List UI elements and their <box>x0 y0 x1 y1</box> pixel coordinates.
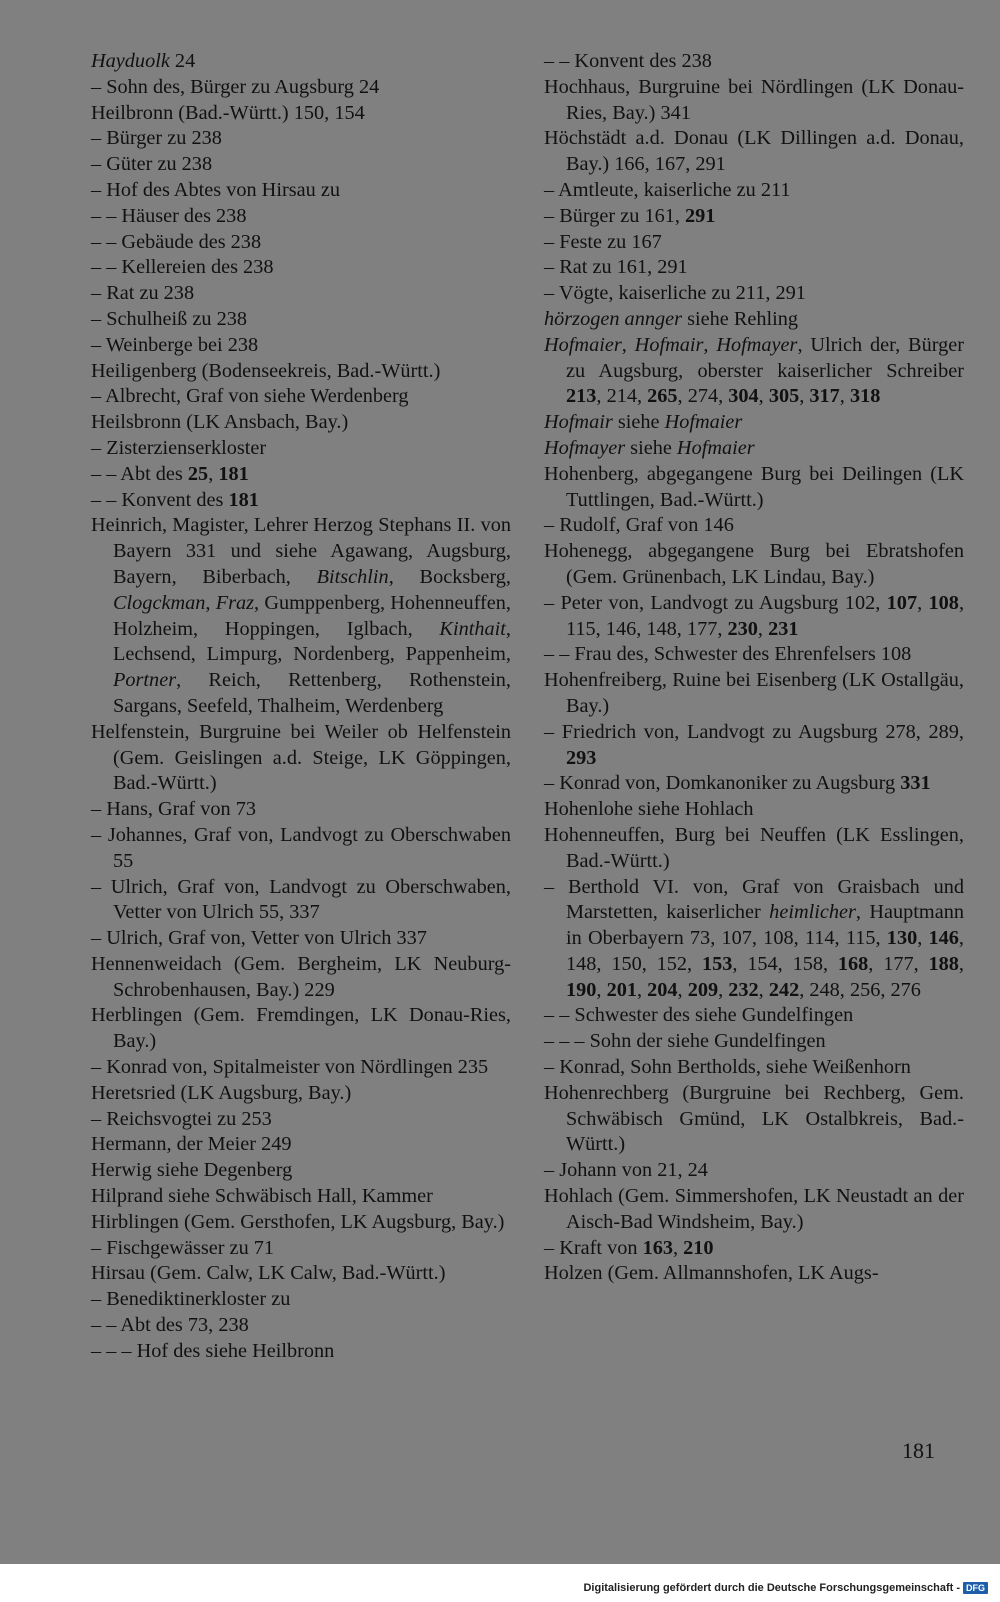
entry-text: , Reich, Rettenberg, Rothenstein, Sargans, Seefeld, Thalheim, Werdenberg <box>113 669 511 717</box>
entry-text: – Amtleute, kaiserliche zu 211 <box>544 178 791 201</box>
index-entry <box>544 307 964 333</box>
entry-text: Hohenlohe siehe Hohlach <box>544 798 754 821</box>
index-entry <box>91 1158 511 1184</box>
entry-text: Herwig siehe Degenberg <box>91 1159 293 1182</box>
entry-text: – Rat zu 161, 291 <box>544 256 688 279</box>
entry-text: , <box>839 385 850 408</box>
entry-text: 24 <box>169 50 196 72</box>
entry-text: – Feste zu 167 <box>544 230 662 253</box>
entry-text: Portner <box>113 669 177 692</box>
index-entry <box>91 1287 511 1313</box>
entry-text: – – Konvent des 238 <box>544 50 712 72</box>
entry-text: Heiligenberg (Bodenseekreis, Bad.-Württ.) <box>91 359 441 382</box>
entry-text: , <box>205 591 216 614</box>
entry-text: – – Abt des <box>91 462 188 485</box>
entry-text: – Hof des Abtes von Hirsau zu <box>91 178 340 201</box>
entry-text: 317 <box>809 385 840 408</box>
index-column-left <box>91 49 511 1365</box>
entry-text: 242 <box>768 978 800 1001</box>
entry-text: – Hans, Graf von 73 <box>91 798 257 821</box>
index-entry <box>544 668 964 720</box>
entry-text: Hohlach (Gem. Simmershofen, LK Neustadt an der Aisch-Bad Windsheim, Bay.) <box>544 1185 964 1233</box>
index-entry <box>91 75 511 101</box>
index-entry <box>91 1003 511 1055</box>
entry-text: – Güter zu 238 <box>91 153 213 176</box>
entry-text: Hohenegg, abgegangene Burg bei Ebratshofen (Gem. Grünenbach, LK Lindau, Bay.) <box>544 540 964 588</box>
entry-text: – Konrad, Sohn Bertholds, siehe Weißenhorn <box>544 1056 911 1079</box>
entry-text: , <box>758 385 769 408</box>
entry-text: 265 <box>647 385 678 408</box>
index-entry <box>91 823 511 875</box>
entry-text: , <box>799 385 810 408</box>
entry-text: 25 <box>187 462 209 485</box>
entry-text: 146 <box>928 927 959 950</box>
index-entry <box>544 230 964 256</box>
index-entry <box>544 436 964 462</box>
index-entry <box>91 720 511 797</box>
entry-text: – – Abt des 73, 238 <box>91 1314 249 1337</box>
index-entry <box>91 1107 511 1133</box>
entry-text: Heilsbronn (LK Ansbach, Bay.) <box>91 411 349 434</box>
entry-text: , <box>703 333 717 356</box>
entry-text: 130 <box>886 927 918 950</box>
entry-text: 230 <box>727 617 758 640</box>
index-entry <box>544 49 964 75</box>
entry-text: , Bocksberg, <box>388 565 511 588</box>
index-entry <box>91 101 511 127</box>
entry-text: – – Gebäude des 238 <box>91 230 262 253</box>
entry-text: 305 <box>768 385 800 408</box>
entry-text: – – Frau des, Schwester des Ehrenfelsers 108 <box>544 643 912 666</box>
entry-text: 181 <box>228 488 259 511</box>
entry-text: , <box>677 978 688 1001</box>
entry-text: heimlicher <box>769 901 856 924</box>
entry-text: Hofmayer <box>716 333 798 356</box>
entry-text: – Benediktinerkloster zu <box>91 1288 291 1311</box>
index-entry <box>544 1029 964 1055</box>
entry-text: , 274, <box>677 385 729 408</box>
entry-text: – Kraft von <box>544 1236 643 1259</box>
entry-text: – – – Hof des siehe Heilbronn <box>91 1339 335 1362</box>
entry-text: – Ulrich, Graf von, Vetter von Ulrich 337 <box>91 927 427 950</box>
index-entry <box>544 1261 964 1287</box>
entry-text: – Weinberge bei 238 <box>91 333 259 356</box>
entry-text: Kinthait <box>439 617 506 640</box>
entry-text: – Schulheiß zu 238 <box>91 307 248 330</box>
entry-text: Hofmaier <box>664 411 743 434</box>
entry-text: hörzogen annger <box>544 307 683 330</box>
index-column-right <box>544 49 964 1287</box>
entry-text: Hennenweidach (Gem. Bergheim, LK Neuburg-Schrobenhausen, Bay.) 229 <box>91 952 511 1001</box>
index-entry <box>91 333 511 359</box>
index-entry <box>544 75 964 127</box>
entry-text: , Gumppenberg, Hohenneuffen, Holzheim, Hoppingen, Iglbach, <box>113 591 511 640</box>
index-entry <box>91 1184 511 1210</box>
entry-text: Bitschlin <box>316 565 389 588</box>
entry-text: – Vögte, kaiserliche zu 211, 291 <box>544 282 806 305</box>
entry-text: Hohenberg, abgegangene Burg bei Deilingen (LK Tuttlingen, Bad.-Württ.) <box>544 462 964 511</box>
index-entry <box>91 952 511 1004</box>
index-entry <box>544 1236 964 1262</box>
dfg-logo-icon: DFG <box>963 1582 988 1594</box>
index-entry <box>91 178 511 204</box>
entry-text: – – Häuser des 238 <box>91 204 247 227</box>
entry-text: Hofmair <box>544 411 613 434</box>
entry-text: , Lechsend, Limpurg, Nordenberg, Pappenheim, <box>113 617 511 666</box>
index-entry <box>544 513 964 539</box>
entry-text: – Rudolf, Graf von 146 <box>544 514 734 537</box>
entry-text: 108 <box>928 591 959 614</box>
entry-text: 107 <box>886 591 918 614</box>
entry-text: – Zisterzienserkloster <box>91 436 267 459</box>
entry-text: , <box>757 617 769 640</box>
entry-text: 318 <box>849 385 881 408</box>
entry-text: , <box>208 462 219 485</box>
entry-text: , <box>673 1236 684 1259</box>
entry-text: Hofmair <box>634 333 704 356</box>
entry-text: Herblingen (Gem. Fremdingen, LK Donau-Ries, Bay.) <box>91 1004 511 1053</box>
entry-text: – Johannes, Graf von, Landvogt zu Oberschwaben 55 <box>91 823 511 872</box>
entry-text: , 148, 150, 152, <box>566 927 964 975</box>
entry-text: – Konrad von, Domkanoniker zu Augsburg <box>544 772 901 795</box>
index-entry <box>544 823 964 875</box>
index-entry <box>91 255 511 281</box>
entry-text: – Konrad von, Spitalmeister von Nördlingen 235 <box>91 1056 489 1079</box>
index-entry <box>544 771 964 797</box>
index-entry <box>544 333 964 410</box>
page-number: 181 <box>902 1438 935 1463</box>
index-entry <box>544 178 964 204</box>
entry-text: Hofmaier <box>676 436 755 459</box>
index-entry <box>544 462 964 514</box>
index-entry <box>91 384 511 410</box>
entry-text: 163 <box>642 1236 673 1259</box>
entry-text: – – – Sohn der siehe Gundelfingen <box>544 1030 826 1053</box>
index-entry <box>544 1184 964 1236</box>
entry-text: 304 <box>728 385 759 408</box>
entry-text: Hirsau (Gem. Calw, LK Calw, Bad.-Württ.) <box>91 1262 446 1285</box>
entry-text: Hofmaier <box>544 333 622 356</box>
index-entry <box>544 126 964 178</box>
index-entry <box>91 1081 511 1107</box>
entry-text: – – Kellereien des 238 <box>91 256 274 279</box>
entry-text: 213 <box>566 385 597 408</box>
entry-text: Clogckman <box>113 591 206 614</box>
entry-text: Hofmayer <box>544 436 626 459</box>
entry-text: Hohenrechberg (Burgruine bei Rechberg, Gem. Schwäbisch Gmünd, LK Ostalbkreis, Bad.-Württ.) <box>544 1081 964 1156</box>
entry-text: Helfenstein, Burgruine bei Weiler ob Helfenstein (Gem. Geislingen a.d. Steige, LK Göppingen, Bad.-Württ.) <box>91 720 511 795</box>
entry-text: 190 <box>566 978 597 1001</box>
entry-text: 331 <box>900 772 931 795</box>
entry-text: , 154, 158, <box>732 952 838 975</box>
index-entry <box>91 436 511 462</box>
index-entry <box>91 1261 511 1287</box>
entry-text: Heilbronn (Bad.-Württ.) 150, 154 <box>91 101 365 124</box>
index-entry <box>91 1313 511 1339</box>
entry-text: – Johann von 21, 24 <box>544 1159 708 1182</box>
entry-text: , <box>958 952 964 975</box>
entry-text: , <box>621 333 635 356</box>
entry-text: , <box>718 978 729 1001</box>
index-entry <box>544 281 964 307</box>
entry-text: , 115, 146, 148, 177, <box>566 591 965 640</box>
entry-text: , <box>596 978 607 1001</box>
entry-text: 168 <box>837 952 869 975</box>
index-entry <box>544 255 964 281</box>
index-entry <box>91 230 511 256</box>
entry-text: 153 <box>701 952 733 975</box>
entry-text: 293 <box>566 746 597 769</box>
entry-text: 181 <box>218 462 249 485</box>
entry-text: siehe Rehling <box>682 307 799 330</box>
entry-text: Hochhaus, Burgruine bei Nördlingen (LK Donau-Ries, Bay.) 341 <box>544 75 964 124</box>
index-entry <box>91 281 511 307</box>
entry-text: – Fischgewässer zu 71 <box>91 1236 275 1259</box>
index-entry <box>544 1055 964 1081</box>
entry-text: – Friedrich von, Landvogt zu Augsburg 278, 289, <box>544 720 964 743</box>
entry-text: , 214, <box>596 385 648 408</box>
entry-text: Hohenfreiberg, Ruine bei Eisenberg (LK Ostallgäu, Bay.) <box>544 669 964 717</box>
index-entry <box>91 359 511 385</box>
index-entry <box>91 410 511 436</box>
entry-text: 291 <box>685 204 716 227</box>
index-entry <box>544 1003 964 1029</box>
footer-text: Digitalisierung gefördert durch die Deutsche Forschungsgemeinschaft - <box>583 1582 960 1594</box>
entry-text: , Hauptmann in Oberbayern 73, 107, 108, 114, 115, <box>566 901 964 950</box>
entry-text: , Ulrich der, Bürger zu Augsburg, oberster kaiserlicher Schreiber <box>566 333 964 382</box>
entry-text: 188 <box>928 952 959 975</box>
entry-text: – Peter von, Landvogt zu Augsburg 102, <box>544 591 887 614</box>
index-entry <box>91 307 511 333</box>
entry-text: siehe <box>612 411 665 434</box>
entry-text: 204 <box>647 978 678 1001</box>
index-entry <box>544 797 964 823</box>
entry-text: – – Konvent des <box>91 488 229 511</box>
index-entry <box>544 1158 964 1184</box>
index-entry <box>544 875 964 1004</box>
index-entry <box>544 1081 964 1158</box>
index-entry <box>91 462 511 488</box>
index-entry <box>91 1055 511 1081</box>
entry-text: – Bürger zu 161, <box>544 204 686 227</box>
entry-text: – Rat zu 238 <box>91 282 195 305</box>
index-entry <box>91 204 511 230</box>
entry-text: 231 <box>768 617 799 640</box>
index-entry <box>91 152 511 178</box>
entry-text: Höchstädt a.d. Donau (LK Dillingen a.d. Donau, Bay.) 166, 167, 291 <box>544 127 964 176</box>
entry-text: – Reichsvogtei zu 253 <box>91 1107 272 1130</box>
index-entry <box>544 410 964 436</box>
index-entry <box>544 204 964 230</box>
index-entry <box>91 1339 511 1365</box>
entry-text: Hirblingen (Gem. Gersthofen, LK Augsburg, Bay.) <box>91 1210 505 1233</box>
index-entry <box>544 720 964 772</box>
index-entry <box>91 513 511 719</box>
entry-text: – Albrecht, Graf von siehe Werdenberg <box>91 385 409 408</box>
index-entry <box>91 488 511 514</box>
entry-text: – Bürger zu 238 <box>91 127 222 150</box>
footer-credit <box>583 1582 988 1594</box>
entry-text: Hayduolk <box>91 50 170 72</box>
entry-text: Hohenneuffen, Burg bei Neuffen (LK Esslingen, Bad.-Württ.) <box>544 823 964 872</box>
entry-text: , <box>917 927 929 950</box>
index-entry <box>91 875 511 927</box>
entry-text: Heretsried (LK Augsburg, Bay.) <box>91 1081 352 1104</box>
entry-text: – Berthold VI. von, Graf von Graisbach und Marstetten, kaiserlicher <box>544 875 964 924</box>
index-entry <box>91 926 511 952</box>
entry-text: Fraz <box>215 591 255 614</box>
index-entry <box>544 591 964 643</box>
entry-text: 232 <box>728 978 759 1001</box>
entry-text: Hermann, der Meier 249 <box>91 1133 292 1156</box>
entry-text: – Ulrich, Graf von, Landvogt zu Oberschwaben, Vetter von Ulrich 55, 337 <box>91 875 511 924</box>
entry-text: 210 <box>683 1236 714 1259</box>
entry-text: Hilprand siehe Schwäbisch Hall, Kammer <box>91 1185 433 1208</box>
index-entry <box>91 1132 511 1158</box>
index-entry <box>544 539 964 591</box>
entry-text: , <box>917 591 929 614</box>
entry-text: Heinrich, Magister, Lehrer Herzog Stephans II. von Bayern 331 und siehe Agawang, Augsburg, Bayern, Biberbach, <box>91 514 511 588</box>
entry-text: 209 <box>687 978 719 1001</box>
entry-text: – Sohn des, Bürger zu Augsburg 24 <box>91 75 380 98</box>
entry-text: – – Schwester des siehe Gundelfingen <box>544 1004 854 1027</box>
entry-text: , 248, 256, 276 <box>799 978 921 1001</box>
index-entry <box>91 1210 511 1236</box>
entry-text: Holzen (Gem. Allmannshofen, LK Augs- <box>544 1262 879 1285</box>
index-entry <box>91 49 511 75</box>
entry-text: , <box>636 978 648 1001</box>
entry-text: 201 <box>606 978 637 1001</box>
index-entry <box>91 1236 511 1262</box>
index-entry <box>544 642 964 668</box>
index-entry <box>91 797 511 823</box>
entry-text: , 177, <box>868 952 929 975</box>
entry-text: , <box>758 978 769 1001</box>
index-entry <box>91 126 511 152</box>
entry-text: siehe <box>625 436 677 459</box>
